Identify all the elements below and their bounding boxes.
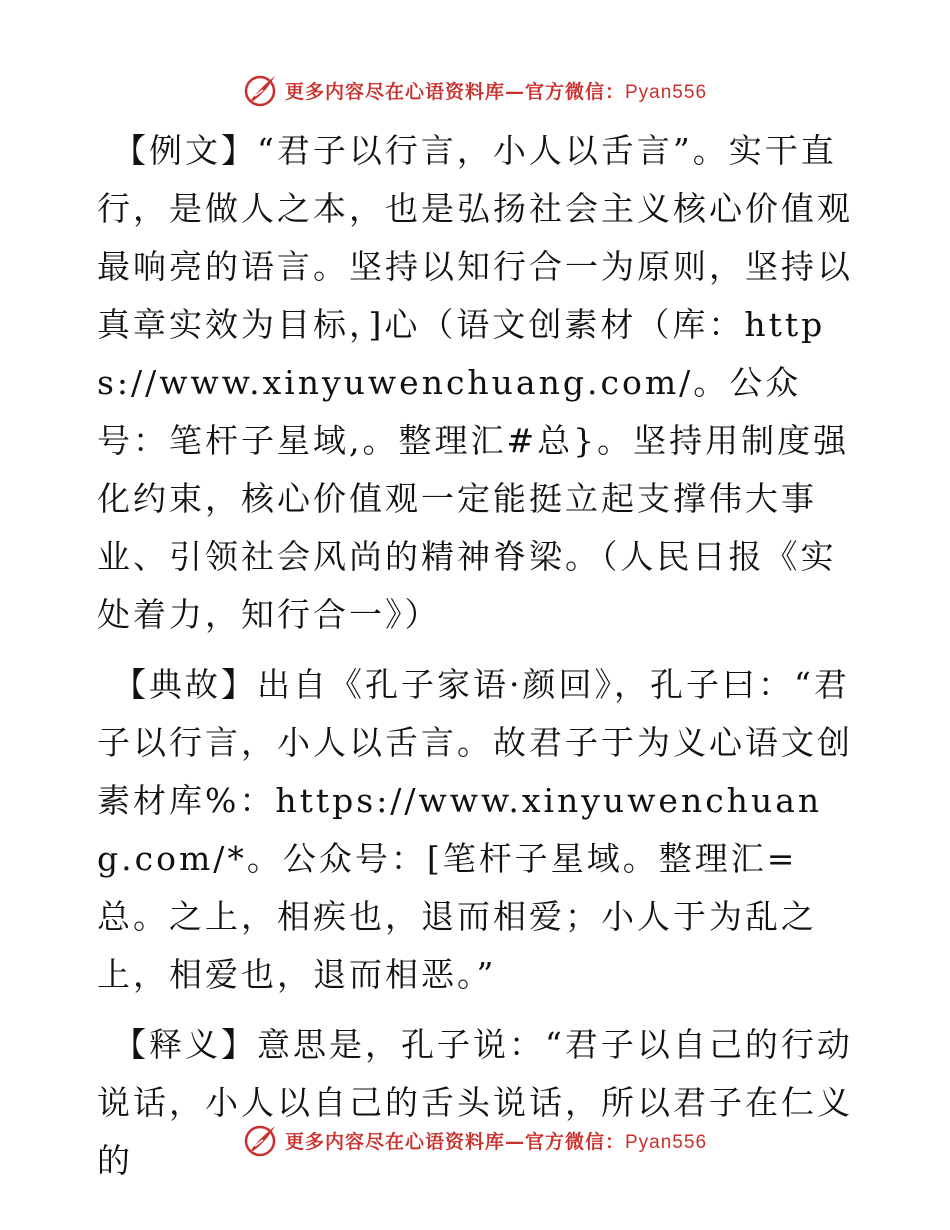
- banner-label: 更多内容尽在心语资料库—官方微信：: [284, 1130, 625, 1153]
- paragraph-tag: 【释义】: [113, 1025, 257, 1064]
- paragraph-interpretation: [97, 1016, 857, 1190]
- banner-label: 更多内容尽在心语资料库—官方微信：: [284, 80, 625, 103]
- banner-text: [285, 1127, 707, 1154]
- quill-logo-icon: [243, 1122, 279, 1158]
- document-body: [97, 122, 857, 1202]
- paragraph-text: 意思是，孔子说：“君子以自己的行动说话，小人以自己的舌头说话，所以君子在仁义的: [97, 1025, 853, 1180]
- paragraph-text: 出自《孔子家语·颜回》，孔子曰：“君子以行言，小人以舌言。故君子于为义心语文创素材库%：https://www.xinyuwenchuang.com/*。公众号：[笔杆子星域。整理汇=总。之上，相疾也，退而相爱；小人于为乱之上，相爱也，退而相恶。”: [97, 665, 853, 994]
- header-banner: [0, 68, 950, 112]
- quill-logo-icon: [243, 72, 279, 108]
- paragraph-tag: 【例文】: [113, 131, 257, 170]
- paragraph-example: [97, 122, 857, 644]
- paragraph-text: “君子以行言，小人以舌言”。实干直行，是做人之本，也是弘扬社会主义核心价值观最响亮的语言。坚持以知行合一为原则，坚持以真章实效为目标，]心（语文创素材（库：https://www.xinyuwenchuang.com/。公众号：笔杆子星域,。整理汇#总}。坚持用制度强化约束，核心价值观一定能挺立起支撑伟大事业、引领社会风尚的精神脊梁。（人民日报《实处着力，知行合一》）: [97, 131, 853, 634]
- banner-wechat-id: Pyan556: [625, 81, 708, 103]
- paragraph-tag: 【典故】: [113, 665, 257, 704]
- footer-banner: [0, 1118, 950, 1162]
- banner-text: [285, 77, 707, 104]
- banner-wechat-id: Pyan556: [625, 1131, 708, 1153]
- paragraph-allusion: [97, 656, 857, 1004]
